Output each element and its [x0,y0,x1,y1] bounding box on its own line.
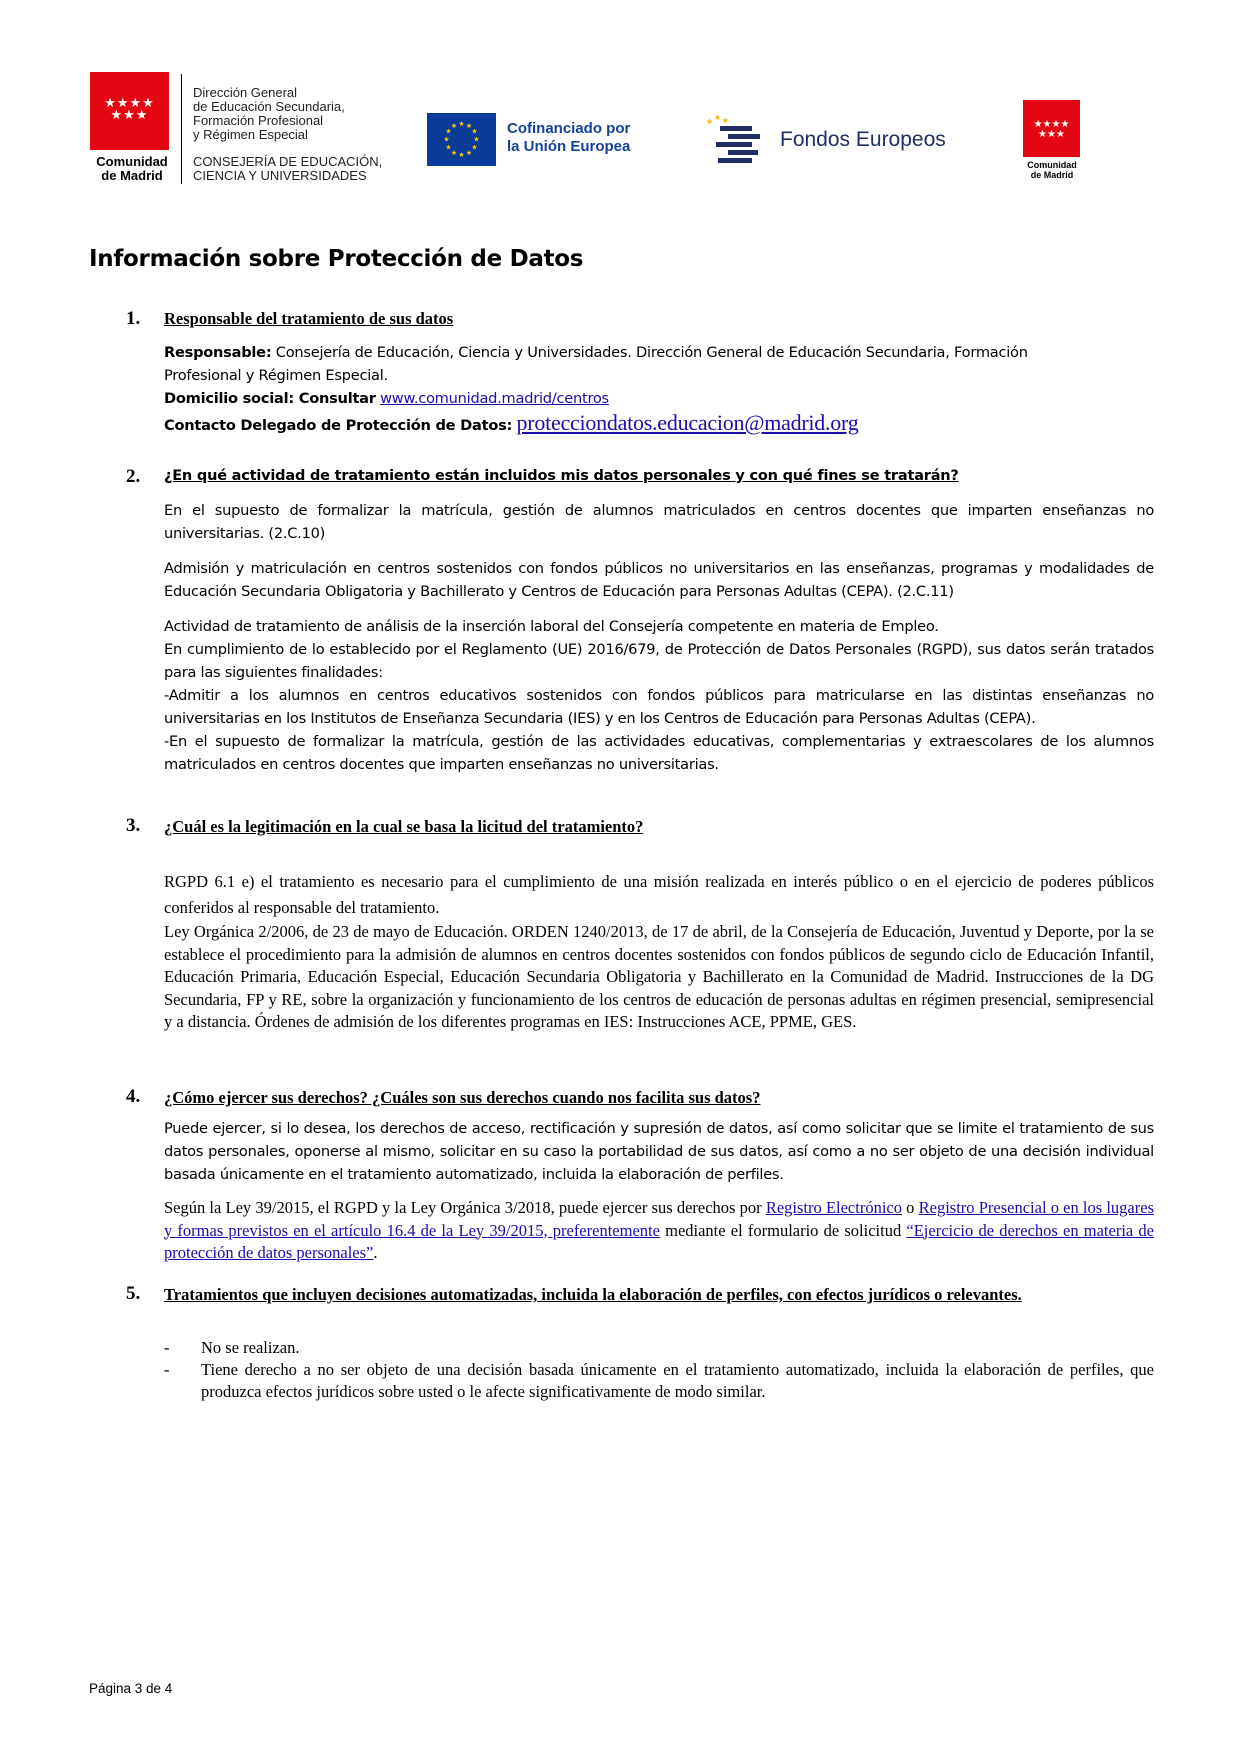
list-item: - No se realizan. [164,1338,300,1357]
stars-icon: ★★★★ ★★★ [1033,119,1070,140]
section-5-list [164,1337,1154,1403]
domicilio-label: Domicilio social: Consultar [164,390,376,407]
section-2-paragraph-2: Admisión y matriculación en centros sostenidos con fondos públicos no universitarios en las enseñanzas, programas y modalidades de Educación Secundaria Obligatoria y Bachillerato y Centros de Educación para Personas Adultas (CEPA). (2.C.11) [164,560,1154,600]
section-5-heading: Tratamientos que incluyen decisiones automatizadas, incluida la elaboración de perfiles, con efectos jurídicos o relevantes. [164,1285,1022,1304]
svg-text:★: ★ [450,149,458,157]
section-1-heading: Responsable del tratamiento de sus datos [164,309,454,328]
section-2-body [164,499,1154,776]
svg-text:★: ★ [445,127,452,136]
section-2-line-3: -Admitir a los alumnos en centros educativos sostenidos con fondos públicos para matricularse en las distintas enseñanzas no universitarias en los Institutos de Enseñanza Secundaria (IES) y en los Centros de Educación para Personas Adultas (CEPA). [164,687,1154,727]
fondos-europeos-logo [704,114,770,166]
dpo-paragraph [164,410,1094,439]
list-item: - Tiene derecho a no ser objeto de una decisión basada únicamente en el tratamiento automatizado, incluida la elaboración de perfiles, que produzca efectos jurídicos sobre usted o le afecte significativamente de modo similar. [164,1360,1154,1401]
stars-icon: ★★★★ ★★★ [104,96,155,123]
section-3-paragraph-1: RGPD 6.1 e) el tratamiento es necesario para el cumplimiento de una misión realizada en interés público o en el ejercicio de poderes públicos conferidos al responsable del tratamiento. [164,872,1154,917]
svg-text:★: ★ [458,120,465,128]
section-4-paragraph-2: Según la Ley 39/2015, el RGPD y la Ley Orgánica 3/2018, puede ejercer sus derechos por Registro Electrónico o Registro Presencial o en los lugares y formas previstos en el artículo 16.4 de la Ley 39/2015, preferentemente mediante el formulario de solicitud “Ejercicio de derechos en materia de protección de datos personales”. [164,1198,1154,1262]
section-2-paragraph-3 [164,615,1154,776]
section-2-line-4: -En el supuesto de formalizar la matrícula, gestión de las actividades educativas, complementarias y extraescolares de los alumnos matriculados en centros docentes que imparten enseñanzas no universitarias. [164,733,1154,773]
svg-text:★: ★ [471,127,478,136]
section-3-body [164,869,1154,1034]
section-4-body [164,1117,1154,1186]
registro-presencial-link[interactable]: Registro Presencial o en los lugares y formas previstos en el artículo 16.4 de la Ley 39/2015, preferentemente [164,1198,1154,1240]
section-3-heading: ¿Cuál es la legitimación en la cual se basa la licitud del tratamiento? [164,817,644,836]
document-title: Información sobre Protección de Datos [89,246,584,272]
section-3-number: 3. [126,815,141,836]
svg-text:★: ★ [714,114,722,122]
comunidad-madrid-logo [90,72,169,150]
section-3-paragraph-2: Ley Orgánica 2/2006, de 23 de mayo de Educación. ORDEN 1240/2013, de 17 de abril, de la Consejería de Educación, Juventud y Deporte, por la se establece el procedimiento para la admisión de alumnos en centros docentes sostenidos con fondos públicos de segundo ciclo de Educación Infantil, Educación Primaria, Educación Especial, Educación Secundaria Obligatoria y Bachillerato en la Comunidad de Madrid. Instrucciones de la DG Secundaria, FP y RE, sobre la organización y funcionamiento de los centros de educación de personas adultas en régimen presencial, semipresencial y a distancia. Órdenes de admisión de los diferentes programas en IES: Instrucciones ACE, PPME, GES. [164,922,1154,1031]
section-4-heading: ¿Cómo ejercer sus derechos? ¿Cuáles son sus derechos cuando nos facilita sus datos? [164,1088,761,1107]
svg-text:★: ★ [465,122,473,130]
svg-text:★: ★ [450,122,458,130]
ejercicio-derechos-link[interactable]: “Ejercicio de derechos en materia de protección de datos personales” [164,1220,1154,1262]
section-2-paragraph-1: En el supuesto de formalizar la matrícula, gestión de alumnos matriculados en centros docentes que imparten enseñanzas no universitarias. (2.C.10) [164,502,1154,542]
comunidad-madrid-name-small: Comunidad de Madrid [1027,160,1077,180]
bullet-marker: - [164,1338,170,1357]
dpo-email-link[interactable]: protecciondatos.educacion@madrid.org [516,410,859,435]
page-header [0,0,1241,200]
responsable-label: Responsable: [164,344,272,361]
section-4-paragraph-1: Puede ejercer, si lo desea, los derechos de acceso, rectificación y supresión de datos, así como solicitar que se limite el tratamiento de sus datos personales, oponerse al mismo, solicitar en su caso la portabilidad de sus datos, así como a no ser objeto de una decisión individual basada únicamente en el tratamiento automatizado, incluida la elaboración de perfiles. [164,1120,1154,1183]
section-1-number: 1. [126,308,141,329]
bullet-marker: - [164,1360,170,1379]
svg-text:★: ★ [465,149,473,157]
section-5-number: 5. [126,1283,141,1304]
eu-flag-logo [427,113,496,166]
svg-text:★: ★ [722,116,730,125]
eu-stars-icon [428,114,495,165]
svg-text:★: ★ [443,135,450,144]
page-number: Página 3 de 4 [89,1681,173,1696]
direccion-general-name: Dirección General de Educación Secundaria, Formación Profesional y Régimen Especial [193,85,345,142]
consejeria-name: CONSEJERÍA DE EDUCACIÓN, CIENCIA Y UNIVERSIDADES [193,154,383,183]
svg-text:★: ★ [706,117,714,126]
domicilio-paragraph [164,387,1094,410]
comunidad-madrid-logo-small [1023,100,1080,157]
responsable-text: Consejería de Educación, Ciencia y Universidades. Dirección General de Educación Secundaria, Formación Profesional y Régimen Especial. [164,344,1028,384]
header-divider [181,74,182,184]
fondos-europeos-text: Fondos Europeos [780,128,946,151]
registro-electronico-link[interactable]: Registro Electrónico [765,1198,902,1217]
section-2-heading: ¿En qué actividad de tratamiento están incluidos mis datos personales y con qué fines se tratarán? [164,468,959,484]
centros-link[interactable]: www.comunidad.madrid/centros [380,390,609,407]
section-2-number: 2. [126,466,141,487]
section-1-body [164,341,1094,439]
svg-text:★: ★ [471,143,478,152]
section-4-number: 4. [126,1086,141,1107]
svg-text:★: ★ [458,151,465,159]
section-2-line-1: Actividad de tratamiento de análisis de la inserción laboral del Consejería competente en materia de Empleo. [164,618,939,635]
section-2-line-2: En cumplimiento de lo establecido por el Reglamento (UE) 2016/679, de Protección de Datos Personales (RGPD), sus datos serán tratados para las siguientes finalidades: [164,641,1154,681]
svg-text:★: ★ [473,135,480,144]
responsable-paragraph [164,341,1094,387]
comunidad-madrid-name: Comunidad de Madrid [96,154,168,183]
dpo-label: Contacto Delegado de Protección de Datos: [164,417,513,434]
svg-text:★: ★ [445,143,452,152]
eu-cofinanced-text: Cofinanciado por la Unión Europea [507,120,631,155]
